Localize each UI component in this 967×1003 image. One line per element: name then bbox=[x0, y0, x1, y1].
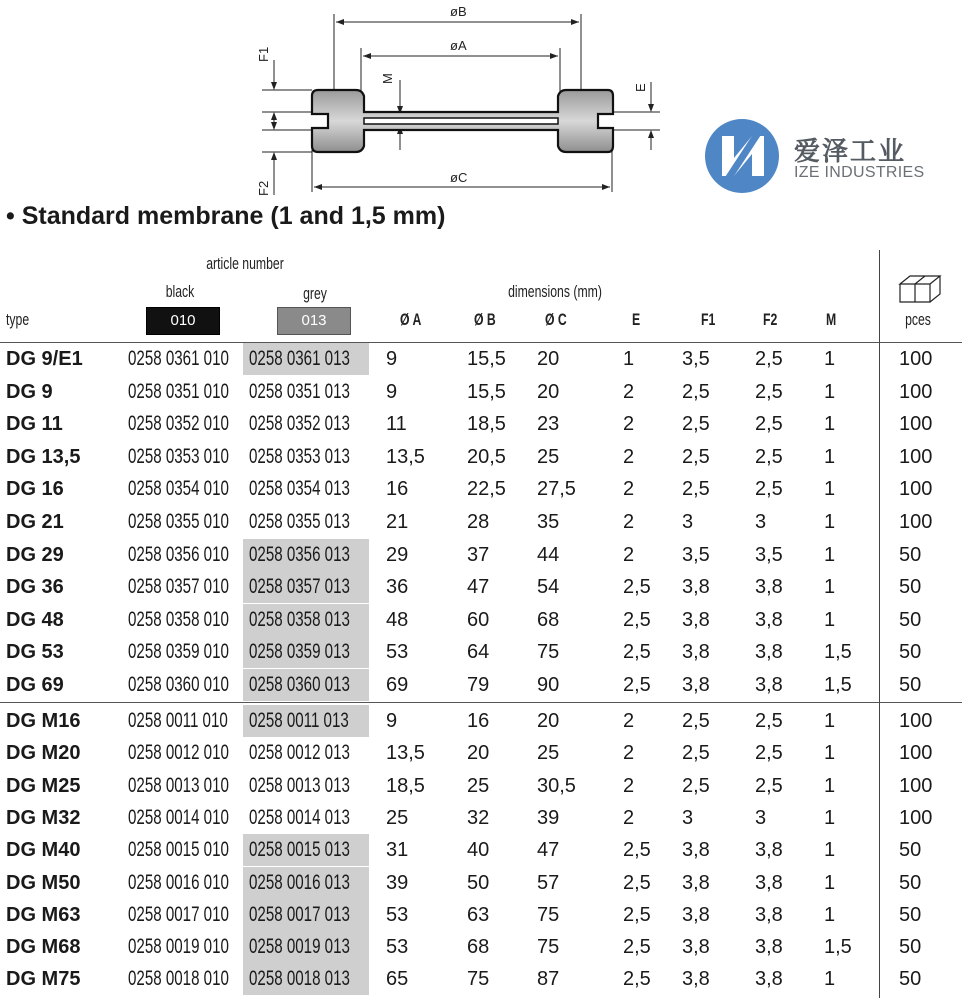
b-cell: 28 bbox=[467, 511, 490, 533]
m-cell: 1,5 bbox=[824, 641, 852, 664]
f1-cell: 3,8 bbox=[682, 903, 710, 926]
type-cell: DG M25 bbox=[6, 774, 81, 797]
b-cell: 16 bbox=[467, 710, 490, 732]
type-cell: DG M75 bbox=[6, 968, 81, 991]
pces-cell: 100 bbox=[899, 806, 933, 829]
b-cell: 20,5 bbox=[467, 445, 506, 468]
b-cell: 63 bbox=[467, 903, 490, 926]
table-row bbox=[0, 473, 967, 505]
f1-cell: 3,8 bbox=[682, 576, 710, 599]
table-row bbox=[0, 408, 967, 440]
c-cell: 27,5 bbox=[537, 478, 576, 501]
a-cell: 13,5 bbox=[386, 445, 425, 468]
b-cell: 32 bbox=[467, 806, 490, 829]
f1-cell: 3,8 bbox=[682, 871, 710, 894]
pces-cell: 50 bbox=[899, 903, 922, 926]
article-black-cell: 0258 0018 010 bbox=[128, 967, 229, 991]
type-cell: DG 69 bbox=[6, 674, 64, 696]
m-cell: 1 bbox=[824, 806, 836, 829]
pces-cell: 50 bbox=[899, 839, 922, 862]
pces-cell: 100 bbox=[899, 478, 933, 501]
article-black-cell: 0258 0016 010 bbox=[128, 870, 229, 894]
type-cell: DG M40 bbox=[6, 839, 81, 862]
header-oC: Ø C bbox=[545, 310, 567, 329]
f1-cell: 3,8 bbox=[682, 641, 710, 664]
header-M: M bbox=[826, 310, 837, 329]
c-cell: 25 bbox=[537, 445, 560, 468]
article-black-cell: 0258 0351 010 bbox=[128, 379, 229, 403]
table-row bbox=[0, 770, 967, 802]
f2-cell: 2,5 bbox=[755, 774, 783, 797]
article-grey-cell: 0258 0354 013 bbox=[249, 477, 350, 501]
f1-cell: 2,5 bbox=[682, 774, 710, 797]
article-black-cell: 0258 0352 010 bbox=[128, 412, 229, 436]
c-cell: 68 bbox=[537, 608, 560, 631]
f1-cell: 3,8 bbox=[682, 608, 710, 631]
f2-cell: 3,8 bbox=[755, 576, 783, 599]
pces-cell: 100 bbox=[899, 413, 933, 436]
table-row bbox=[0, 931, 967, 963]
a-cell: 36 bbox=[386, 576, 409, 599]
f2-cell: 2,5 bbox=[755, 710, 783, 732]
pces-cell: 50 bbox=[899, 608, 922, 631]
a-cell: 25 bbox=[386, 806, 409, 829]
article-black-cell: 0258 0355 010 bbox=[128, 510, 229, 533]
type-cell: DG 29 bbox=[6, 543, 64, 566]
f2-cell: 2,5 bbox=[755, 478, 783, 501]
a-cell: 48 bbox=[386, 608, 409, 631]
c-cell: 44 bbox=[537, 543, 560, 566]
article-grey-cell: 0258 0011 013 bbox=[249, 709, 349, 732]
article-grey-cell: 0258 0358 013 bbox=[249, 607, 350, 631]
logo-chinese-name: 爱泽工业 bbox=[794, 137, 907, 167]
b-cell: 18,5 bbox=[467, 413, 506, 436]
m-cell: 1 bbox=[824, 871, 836, 894]
type-cell: DG 53 bbox=[6, 641, 64, 664]
logo-english-name: IZE INDUSTRIES bbox=[794, 164, 925, 181]
table-row bbox=[0, 867, 967, 899]
e-cell: 2 bbox=[623, 478, 635, 501]
article-grey-cell: 0258 0359 013 bbox=[249, 640, 350, 664]
m-cell: 1 bbox=[824, 511, 836, 533]
article-grey-cell: 0258 0013 013 bbox=[249, 773, 350, 797]
table-row bbox=[0, 705, 967, 737]
header-F2: F2 bbox=[763, 310, 778, 329]
a-cell: 21 bbox=[386, 511, 409, 533]
e-cell: 2,5 bbox=[623, 903, 651, 926]
article-black-cell: 0258 0360 010 bbox=[128, 673, 229, 696]
header-type: type bbox=[6, 310, 30, 329]
article-grey-cell: 0258 0012 013 bbox=[249, 741, 350, 765]
m-cell: 1 bbox=[824, 348, 836, 370]
c-cell: 20 bbox=[537, 710, 560, 732]
c-cell: 35 bbox=[537, 511, 560, 533]
b-cell: 15,5 bbox=[467, 380, 506, 403]
header-F1: F1 bbox=[701, 310, 716, 329]
a-cell: 65 bbox=[386, 968, 409, 991]
f2-cell: 2,5 bbox=[755, 445, 783, 468]
article-grey-cell: 0258 0018 013 bbox=[249, 967, 350, 991]
m-cell: 1 bbox=[824, 478, 836, 501]
header-grey: grey bbox=[303, 284, 327, 303]
type-cell: DG 16 bbox=[6, 478, 64, 501]
table-row bbox=[0, 899, 967, 931]
e-cell: 2 bbox=[623, 710, 635, 732]
pces-cell: 50 bbox=[899, 543, 922, 566]
a-cell: 39 bbox=[386, 871, 409, 894]
m-cell: 1 bbox=[824, 774, 836, 797]
header-oA: Ø A bbox=[400, 310, 422, 329]
c-cell: 75 bbox=[537, 903, 560, 926]
c-cell: 20 bbox=[537, 348, 560, 370]
f2-cell: 3,8 bbox=[755, 839, 783, 862]
a-cell: 9 bbox=[386, 710, 398, 732]
article-grey-cell: 0258 0351 013 bbox=[249, 379, 350, 403]
label-F2: F2 bbox=[256, 180, 271, 196]
a-cell: 53 bbox=[386, 936, 409, 959]
m-cell: 1 bbox=[824, 968, 836, 991]
label-F1: F1 bbox=[256, 46, 271, 62]
m-cell: 1 bbox=[824, 903, 836, 926]
m-cell: 1,5 bbox=[824, 936, 852, 959]
box-icon bbox=[898, 272, 942, 306]
f2-cell: 3,8 bbox=[755, 674, 783, 696]
type-cell: DG 11 bbox=[6, 413, 63, 436]
article-grey-cell: 0258 0017 013 bbox=[249, 902, 350, 926]
pces-cell: 100 bbox=[899, 774, 933, 797]
c-cell: 54 bbox=[537, 576, 560, 599]
f2-cell: 3,8 bbox=[755, 936, 783, 959]
b-cell: 47 bbox=[467, 576, 490, 599]
c-cell: 20 bbox=[537, 380, 560, 403]
article-black-cell: 0258 0356 010 bbox=[128, 542, 229, 566]
pces-cell: 50 bbox=[899, 641, 922, 664]
e-cell: 2,5 bbox=[623, 674, 651, 696]
type-cell: DG 9 bbox=[6, 380, 53, 403]
f1-cell: 2,5 bbox=[682, 742, 710, 765]
article-grey-cell: 0258 0361 013 bbox=[249, 347, 350, 370]
m-cell: 1 bbox=[824, 380, 836, 403]
e-cell: 2,5 bbox=[623, 871, 651, 894]
pces-cell: 100 bbox=[899, 348, 933, 370]
type-cell: DG M68 bbox=[6, 936, 81, 959]
type-cell: DG M50 bbox=[6, 871, 81, 894]
article-black-cell: 0258 0013 010 bbox=[128, 773, 229, 797]
header-oB: Ø B bbox=[474, 310, 496, 329]
f2-cell: 3 bbox=[755, 511, 767, 533]
header-article-number: article number bbox=[206, 254, 284, 273]
label-oB: øB bbox=[450, 4, 467, 19]
label-E: E bbox=[633, 83, 648, 92]
m-cell: 1 bbox=[824, 413, 836, 436]
e-cell: 2,5 bbox=[623, 641, 651, 664]
e-cell: 2 bbox=[623, 445, 635, 468]
header-dimensions: dimensions (mm) bbox=[508, 282, 602, 301]
f2-cell: 2,5 bbox=[755, 413, 783, 436]
type-cell: DG M32 bbox=[6, 806, 81, 829]
f1-cell: 2,5 bbox=[682, 413, 710, 436]
table-row bbox=[0, 604, 967, 636]
article-grey-cell: 0258 0352 013 bbox=[249, 412, 350, 436]
b-cell: 75 bbox=[467, 968, 490, 991]
e-cell: 2 bbox=[623, 543, 635, 566]
table-row bbox=[0, 737, 967, 769]
f1-cell: 2,5 bbox=[682, 478, 710, 501]
f2-cell: 3,8 bbox=[755, 968, 783, 991]
m-cell: 1 bbox=[824, 576, 836, 599]
b-cell: 15,5 bbox=[467, 348, 506, 370]
m-cell: 1 bbox=[824, 742, 836, 765]
ize-logo-icon bbox=[705, 119, 779, 193]
c-cell: 87 bbox=[537, 968, 560, 991]
header-black: black bbox=[165, 282, 195, 301]
table-row bbox=[0, 506, 967, 538]
pces-cell: 100 bbox=[899, 742, 933, 765]
e-cell: 1 bbox=[623, 348, 635, 370]
m-cell: 1,5 bbox=[824, 674, 852, 696]
table-row bbox=[0, 539, 967, 571]
article-grey-cell: 0258 0357 013 bbox=[249, 575, 350, 599]
f1-cell: 3,8 bbox=[682, 674, 710, 696]
a-cell: 9 bbox=[386, 380, 398, 403]
table-row bbox=[0, 343, 967, 375]
c-cell: 23 bbox=[537, 413, 560, 436]
article-grey-cell: 0258 0015 013 bbox=[249, 838, 350, 862]
header-pces: pces bbox=[905, 310, 931, 329]
header-E: E bbox=[632, 310, 641, 329]
table-row bbox=[0, 963, 967, 995]
table-row bbox=[0, 834, 967, 866]
f2-cell: 3,5 bbox=[755, 543, 783, 566]
grey-color-swatch: 013 bbox=[277, 307, 351, 335]
a-cell: 69 bbox=[386, 674, 409, 696]
article-black-cell: 0258 0359 010 bbox=[128, 640, 229, 664]
article-grey-cell: 0258 0360 013 bbox=[249, 673, 350, 696]
f2-cell: 3 bbox=[755, 806, 767, 829]
article-black-cell: 0258 0012 010 bbox=[128, 741, 229, 765]
label-oC: øC bbox=[450, 170, 468, 185]
a-cell: 29 bbox=[386, 543, 409, 566]
c-cell: 39 bbox=[537, 806, 560, 829]
m-cell: 1 bbox=[824, 839, 836, 862]
m-cell: 1 bbox=[824, 608, 836, 631]
article-black-cell: 0258 0354 010 bbox=[128, 477, 229, 501]
b-cell: 37 bbox=[467, 543, 490, 566]
article-black-cell: 0258 0011 010 bbox=[128, 709, 228, 732]
article-black-cell: 0258 0357 010 bbox=[128, 575, 229, 599]
table-row bbox=[0, 571, 967, 603]
a-cell: 13,5 bbox=[386, 742, 425, 765]
pces-cell: 50 bbox=[899, 968, 922, 991]
type-cell: DG 13,5 bbox=[6, 445, 81, 468]
f1-cell: 3,8 bbox=[682, 968, 710, 991]
article-grey-cell: 0258 0014 013 bbox=[249, 805, 350, 829]
f1-cell: 2,5 bbox=[682, 445, 710, 468]
e-cell: 2 bbox=[623, 413, 635, 436]
a-cell: 16 bbox=[386, 478, 409, 501]
type-cell: DG 36 bbox=[6, 576, 64, 599]
type-cell: DG M63 bbox=[6, 903, 81, 926]
pces-cell: 50 bbox=[899, 936, 922, 959]
f1-cell: 3 bbox=[682, 511, 694, 533]
pces-cell: 100 bbox=[899, 380, 933, 403]
b-cell: 25 bbox=[467, 774, 490, 797]
f1-cell: 2,5 bbox=[682, 710, 710, 732]
article-grey-cell: 0258 0353 013 bbox=[249, 444, 350, 468]
label-M: M bbox=[380, 73, 395, 84]
pces-cell: 100 bbox=[899, 710, 933, 732]
section-title: • Standard membrane (1 and 1,5 mm) bbox=[6, 202, 446, 230]
f2-cell: 2,5 bbox=[755, 380, 783, 403]
article-black-cell: 0258 0358 010 bbox=[128, 607, 229, 631]
type-cell: DG 21 bbox=[6, 511, 64, 533]
e-cell: 2 bbox=[623, 806, 635, 829]
f2-cell: 3,8 bbox=[755, 641, 783, 664]
a-cell: 53 bbox=[386, 641, 409, 664]
f2-cell: 3,8 bbox=[755, 608, 783, 631]
type-cell: DG M20 bbox=[6, 742, 81, 765]
f2-cell: 3,8 bbox=[755, 871, 783, 894]
b-cell: 40 bbox=[467, 839, 490, 862]
e-cell: 2,5 bbox=[623, 968, 651, 991]
article-black-cell: 0258 0015 010 bbox=[128, 838, 229, 862]
b-cell: 79 bbox=[467, 674, 490, 696]
f2-cell: 2,5 bbox=[755, 348, 783, 370]
article-grey-cell: 0258 0019 013 bbox=[249, 935, 350, 959]
pces-cell: 50 bbox=[899, 871, 922, 894]
table-row bbox=[0, 636, 967, 668]
article-black-cell: 0258 0019 010 bbox=[128, 935, 229, 959]
m-cell: 1 bbox=[824, 445, 836, 468]
a-cell: 31 bbox=[386, 839, 409, 862]
f1-cell: 3,5 bbox=[682, 543, 710, 566]
label-oA: øA bbox=[450, 38, 467, 53]
c-cell: 25 bbox=[537, 742, 560, 765]
table-row bbox=[0, 376, 967, 408]
b-cell: 50 bbox=[467, 871, 490, 894]
article-black-cell: 0258 0353 010 bbox=[128, 444, 229, 468]
f2-cell: 2,5 bbox=[755, 742, 783, 765]
e-cell: 2,5 bbox=[623, 608, 651, 631]
pces-cell: 100 bbox=[899, 511, 933, 533]
f1-cell: 2,5 bbox=[682, 380, 710, 403]
e-cell: 2,5 bbox=[623, 936, 651, 959]
c-cell: 47 bbox=[537, 839, 560, 862]
e-cell: 2,5 bbox=[623, 576, 651, 599]
e-cell: 2 bbox=[623, 774, 635, 797]
e-cell: 2 bbox=[623, 380, 635, 403]
table-row bbox=[0, 802, 967, 834]
a-cell: 53 bbox=[386, 903, 409, 926]
m-cell: 1 bbox=[824, 543, 836, 566]
article-black-cell: 0258 0014 010 bbox=[128, 805, 229, 829]
c-cell: 30,5 bbox=[537, 774, 576, 797]
article-grey-cell: 0258 0356 013 bbox=[249, 542, 350, 566]
a-cell: 9 bbox=[386, 348, 398, 370]
table-row bbox=[0, 441, 967, 473]
f2-cell: 3,8 bbox=[755, 903, 783, 926]
b-cell: 22,5 bbox=[467, 478, 506, 501]
pces-cell: 100 bbox=[899, 445, 933, 468]
c-cell: 57 bbox=[537, 871, 560, 894]
type-cell: DG 9/E1 bbox=[6, 348, 83, 370]
f1-cell: 3,8 bbox=[682, 839, 710, 862]
type-cell: DG M16 bbox=[6, 710, 81, 732]
f1-cell: 3,8 bbox=[682, 936, 710, 959]
article-black-cell: 0258 0361 010 bbox=[128, 347, 229, 370]
a-cell: 11 bbox=[386, 413, 407, 436]
b-cell: 20 bbox=[467, 742, 490, 765]
article-grey-cell: 0258 0355 013 bbox=[249, 510, 350, 533]
a-cell: 18,5 bbox=[386, 774, 425, 797]
table-row bbox=[0, 669, 967, 701]
c-cell: 75 bbox=[537, 936, 560, 959]
pces-cell: 50 bbox=[899, 576, 922, 599]
article-grey-cell: 0258 0016 013 bbox=[249, 870, 350, 894]
group-divider bbox=[0, 702, 962, 703]
m-cell: 1 bbox=[824, 710, 836, 732]
type-cell: DG 48 bbox=[6, 608, 64, 631]
c-cell: 75 bbox=[537, 641, 560, 664]
e-cell: 2,5 bbox=[623, 839, 651, 862]
e-cell: 2 bbox=[623, 511, 635, 533]
article-black-cell: 0258 0017 010 bbox=[128, 902, 229, 926]
pces-cell: 50 bbox=[899, 674, 922, 696]
b-cell: 68 bbox=[467, 936, 490, 959]
b-cell: 60 bbox=[467, 608, 490, 631]
f1-cell: 3,5 bbox=[682, 348, 710, 370]
b-cell: 64 bbox=[467, 641, 490, 664]
c-cell: 90 bbox=[537, 674, 560, 696]
black-color-swatch: 010 bbox=[146, 307, 220, 335]
f1-cell: 3 bbox=[682, 806, 694, 829]
e-cell: 2 bbox=[623, 742, 635, 765]
